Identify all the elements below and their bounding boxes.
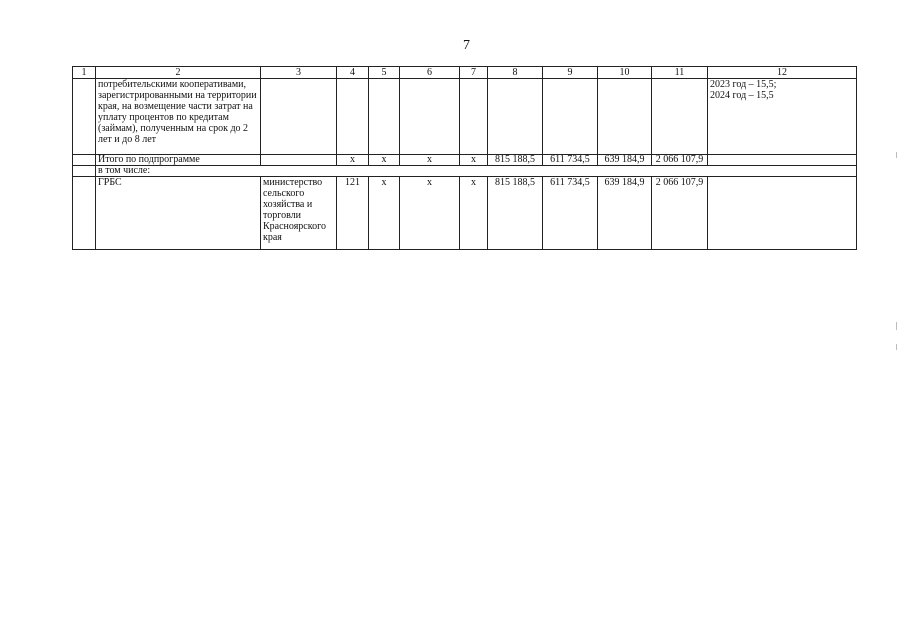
table-cell: х (460, 155, 488, 166)
table-cell (73, 155, 96, 166)
table-cell (460, 79, 488, 155)
table-cell: х (337, 155, 369, 166)
table-row-description (73, 79, 857, 155)
table-cell (261, 155, 337, 166)
total-label-cell: Итого по подпрограмме (96, 155, 261, 166)
table-cell: х (400, 177, 460, 250)
header-cell: 6 (400, 67, 460, 79)
scan-margin-mark (896, 344, 897, 350)
table-row-including (73, 166, 857, 177)
table-cell (73, 79, 96, 155)
table-cell (708, 177, 857, 250)
table-cell (652, 79, 708, 155)
page-number: 7 (463, 38, 470, 53)
amount-cell: 611 734,5 (543, 155, 598, 166)
table-cell (400, 79, 460, 155)
grbs-label-cell: ГРБС (96, 177, 261, 250)
scan-margin-mark (896, 152, 897, 158)
amount-cell: 2 066 107,9 (652, 177, 708, 250)
budget-table (72, 66, 857, 250)
amount-cell: 639 184,9 (598, 177, 652, 250)
expected-result-line: 2024 год – 15,5 (710, 90, 774, 101)
table-header-row (73, 67, 857, 79)
ministry-cell: министерство сельского хозяйства и торговли Красноярского края (261, 177, 337, 250)
header-cell: 5 (369, 67, 400, 79)
table-cell (708, 155, 857, 166)
header-cell: 12 (708, 67, 857, 79)
table-cell (598, 79, 652, 155)
header-cell: 7 (460, 67, 488, 79)
header-cell: 8 (488, 67, 543, 79)
table-cell (543, 79, 598, 155)
table-cell: х (400, 155, 460, 166)
table-row-grbs (73, 177, 857, 250)
amount-cell: 639 184,9 (598, 155, 652, 166)
table-cell (261, 79, 337, 155)
including-label-cell: в том числе: (96, 166, 857, 177)
amount-cell: 815 188,5 (488, 155, 543, 166)
table-cell (488, 79, 543, 155)
header-cell: 9 (543, 67, 598, 79)
amount-cell: 611 734,5 (543, 177, 598, 250)
header-cell: 10 (598, 67, 652, 79)
amount-cell: 2 066 107,9 (652, 155, 708, 166)
table-cell (337, 79, 369, 155)
table-row-total (73, 155, 857, 166)
table-cell: 121 (337, 177, 369, 250)
header-cell: 4 (337, 67, 369, 79)
header-cell: 2 (96, 67, 261, 79)
table-cell: х (369, 177, 400, 250)
header-cell: 3 (261, 67, 337, 79)
header-cell: 11 (652, 67, 708, 79)
expected-result-cell (708, 79, 857, 155)
table-cell: х (460, 177, 488, 250)
amount-cell: 815 188,5 (488, 177, 543, 250)
scan-margin-mark (896, 322, 897, 330)
table-cell (73, 177, 96, 250)
measure-description-cell: потребительскими кооперативами, зарегистрированными на территории края, на возмещение части затрат на уплату процентов по кредитам (займам), полученным на срок до 2 лет и до 8 лет (96, 79, 261, 155)
expected-result-line: 2023 год – 15,5; (710, 79, 777, 90)
table-cell: х (369, 155, 400, 166)
table-cell (369, 79, 400, 155)
table-cell (73, 166, 96, 177)
header-cell: 1 (73, 67, 96, 79)
